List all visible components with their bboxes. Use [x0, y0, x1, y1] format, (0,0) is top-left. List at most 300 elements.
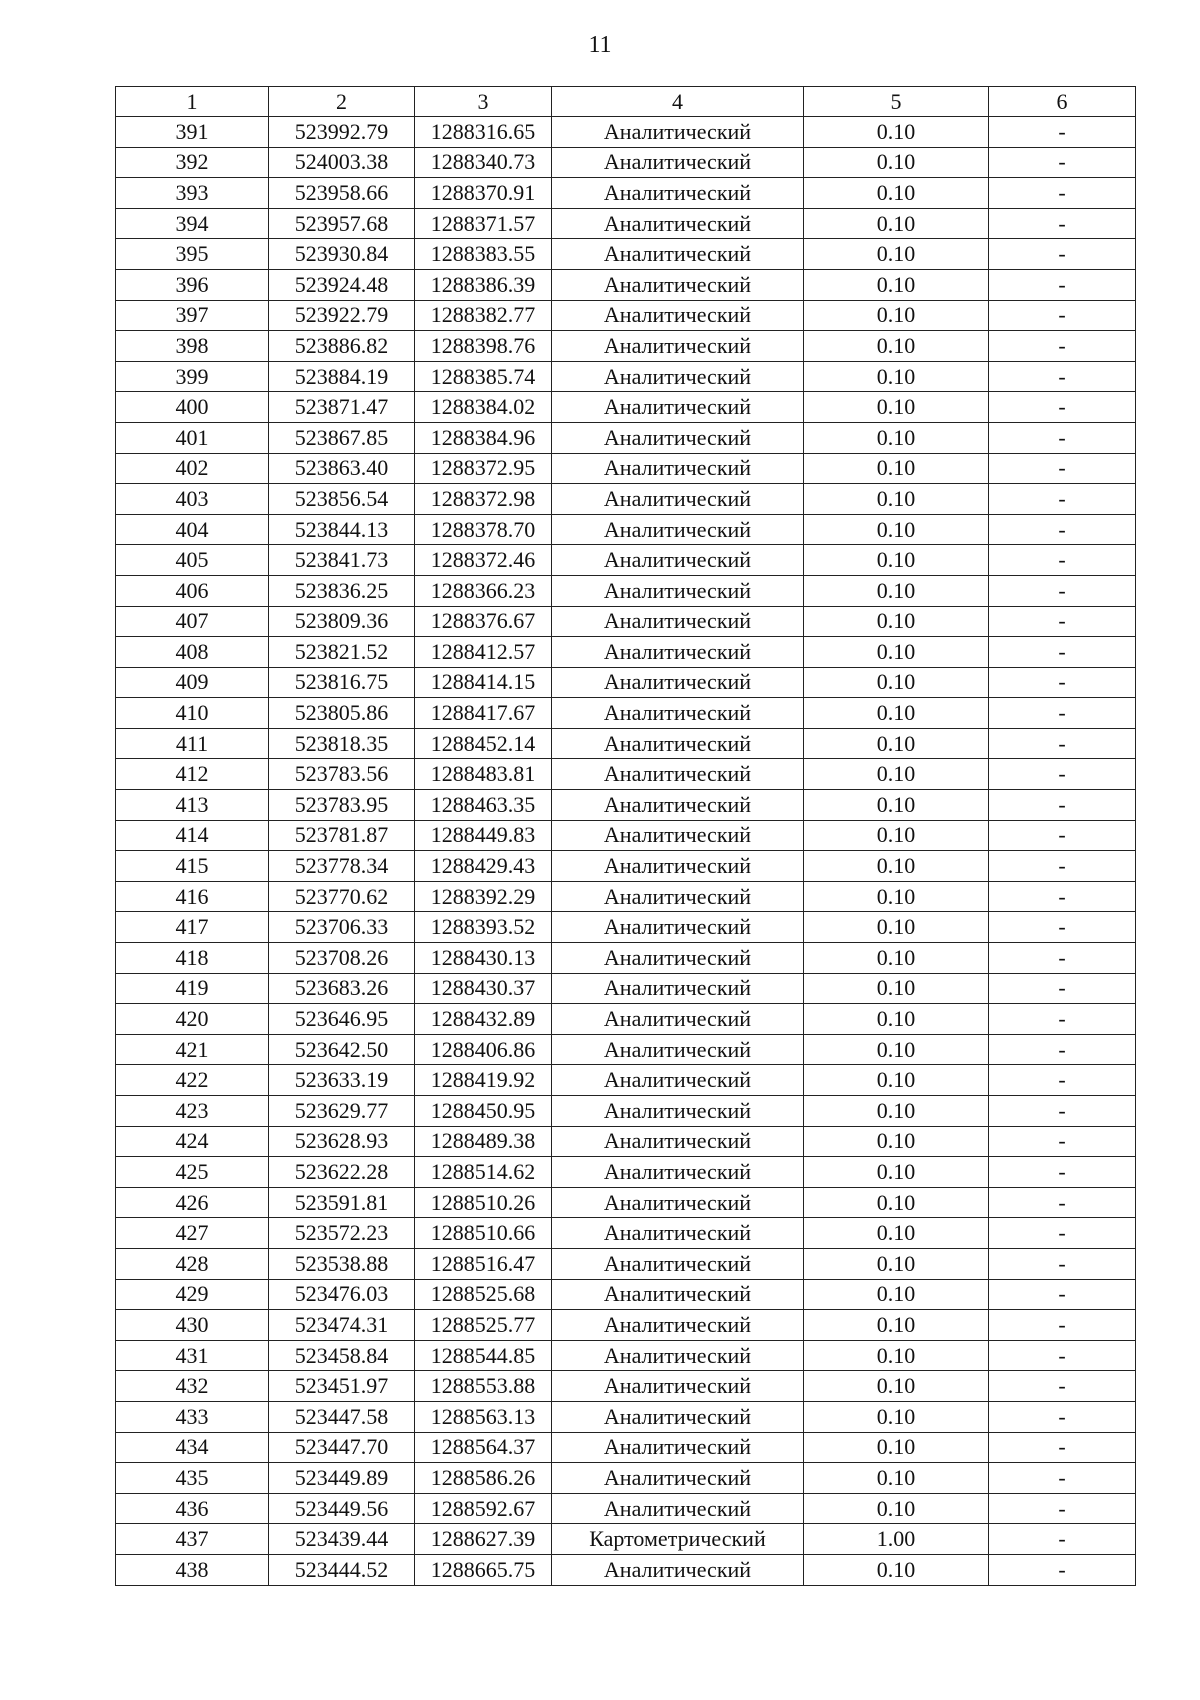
x-coordinate-cell: 523538.88 [269, 1248, 415, 1279]
y-coordinate-cell: 1288516.47 [415, 1248, 552, 1279]
method-cell: Аналитический [552, 1432, 804, 1463]
description-cell: - [989, 1340, 1136, 1371]
description-cell: - [989, 1279, 1136, 1310]
description-cell: - [989, 269, 1136, 300]
point-number-cell: 415 [116, 851, 269, 882]
x-coordinate-cell: 523449.89 [269, 1463, 415, 1494]
coordinates-table [115, 86, 1136, 1586]
description-cell: - [989, 1126, 1136, 1157]
x-coordinate-cell: 523922.79 [269, 300, 415, 331]
description-cell: - [989, 575, 1136, 606]
method-cell: Аналитический [552, 269, 804, 300]
y-coordinate-cell: 1288419.92 [415, 1065, 552, 1096]
table-row [116, 269, 1136, 300]
description-cell: - [989, 759, 1136, 790]
table-row [116, 117, 1136, 148]
y-coordinate-cell: 1288525.68 [415, 1279, 552, 1310]
x-coordinate-cell: 523770.62 [269, 881, 415, 912]
table-row [116, 208, 1136, 239]
table-row [116, 147, 1136, 178]
table-row [116, 637, 1136, 668]
accuracy-cell: 0.10 [804, 484, 989, 515]
table-row [116, 1004, 1136, 1035]
method-cell: Аналитический [552, 1493, 804, 1524]
point-number-cell: 400 [116, 392, 269, 423]
table-row [116, 1279, 1136, 1310]
x-coordinate-cell: 523783.95 [269, 790, 415, 821]
accuracy-cell: 0.10 [804, 1463, 989, 1494]
table-row [116, 1554, 1136, 1585]
description-cell: - [989, 943, 1136, 974]
y-coordinate-cell: 1288386.39 [415, 269, 552, 300]
description-cell: - [989, 178, 1136, 209]
point-number-cell: 436 [116, 1493, 269, 1524]
table-body [116, 117, 1136, 1586]
accuracy-cell: 0.10 [804, 1401, 989, 1432]
method-cell: Аналитический [552, 239, 804, 270]
table-row [116, 1463, 1136, 1494]
y-coordinate-cell: 1288525.77 [415, 1310, 552, 1341]
method-cell: Аналитический [552, 422, 804, 453]
y-coordinate-cell: 1288398.76 [415, 331, 552, 362]
accuracy-cell: 0.10 [804, 1371, 989, 1402]
x-coordinate-cell: 523449.56 [269, 1493, 415, 1524]
y-coordinate-cell: 1288372.46 [415, 545, 552, 576]
method-cell: Аналитический [552, 1034, 804, 1065]
accuracy-cell: 0.10 [804, 361, 989, 392]
y-coordinate-cell: 1288432.89 [415, 1004, 552, 1035]
method-cell: Аналитический [552, 1187, 804, 1218]
table-row [116, 698, 1136, 729]
y-coordinate-cell: 1288429.43 [415, 851, 552, 882]
point-number-cell: 438 [116, 1554, 269, 1585]
point-number-cell: 427 [116, 1218, 269, 1249]
x-coordinate-cell: 523957.68 [269, 208, 415, 239]
x-coordinate-cell: 523706.33 [269, 912, 415, 943]
point-number-cell: 431 [116, 1340, 269, 1371]
x-coordinate-cell: 523886.82 [269, 331, 415, 362]
accuracy-cell: 0.10 [804, 1004, 989, 1035]
accuracy-cell: 0.10 [804, 575, 989, 606]
x-coordinate-cell: 523629.77 [269, 1096, 415, 1127]
table-row [116, 331, 1136, 362]
x-coordinate-cell: 523642.50 [269, 1034, 415, 1065]
description-cell: - [989, 1371, 1136, 1402]
description-cell: - [989, 606, 1136, 637]
point-number-cell: 428 [116, 1248, 269, 1279]
column-header: 2 [269, 87, 415, 117]
y-coordinate-cell: 1288627.39 [415, 1524, 552, 1555]
description-cell: - [989, 1524, 1136, 1555]
x-coordinate-cell: 523841.73 [269, 545, 415, 576]
y-coordinate-cell: 1288384.96 [415, 422, 552, 453]
point-number-cell: 433 [116, 1401, 269, 1432]
method-cell: Аналитический [552, 1248, 804, 1279]
y-coordinate-cell: 1288378.70 [415, 514, 552, 545]
y-coordinate-cell: 1288376.67 [415, 606, 552, 637]
y-coordinate-cell: 1288449.83 [415, 820, 552, 851]
y-coordinate-cell: 1288392.29 [415, 881, 552, 912]
point-number-cell: 424 [116, 1126, 269, 1157]
point-number-cell: 391 [116, 117, 269, 148]
x-coordinate-cell: 523591.81 [269, 1187, 415, 1218]
x-coordinate-cell: 523683.26 [269, 973, 415, 1004]
method-cell: Аналитический [552, 484, 804, 515]
x-coordinate-cell: 523992.79 [269, 117, 415, 148]
accuracy-cell: 0.10 [804, 331, 989, 362]
y-coordinate-cell: 1288489.38 [415, 1126, 552, 1157]
accuracy-cell: 0.10 [804, 545, 989, 576]
x-coordinate-cell: 523821.52 [269, 637, 415, 668]
x-coordinate-cell: 523805.86 [269, 698, 415, 729]
method-cell: Аналитический [552, 514, 804, 545]
accuracy-cell: 0.10 [804, 973, 989, 1004]
table-row [116, 759, 1136, 790]
point-number-cell: 437 [116, 1524, 269, 1555]
table-row [116, 943, 1136, 974]
accuracy-cell: 0.10 [804, 1187, 989, 1218]
description-cell: - [989, 117, 1136, 148]
description-cell: - [989, 331, 1136, 362]
method-cell: Аналитический [552, 1310, 804, 1341]
method-cell: Аналитический [552, 147, 804, 178]
y-coordinate-cell: 1288406.86 [415, 1034, 552, 1065]
y-coordinate-cell: 1288383.55 [415, 239, 552, 270]
x-coordinate-cell: 523439.44 [269, 1524, 415, 1555]
description-cell: - [989, 361, 1136, 392]
accuracy-cell: 0.10 [804, 667, 989, 698]
description-cell: - [989, 392, 1136, 423]
description-cell: - [989, 973, 1136, 1004]
accuracy-cell: 0.10 [804, 1279, 989, 1310]
y-coordinate-cell: 1288592.67 [415, 1493, 552, 1524]
method-cell: Аналитический [552, 575, 804, 606]
y-coordinate-cell: 1288340.73 [415, 147, 552, 178]
table-row [116, 514, 1136, 545]
description-cell: - [989, 637, 1136, 668]
description-cell: - [989, 514, 1136, 545]
description-cell: - [989, 1157, 1136, 1188]
description-cell: - [989, 300, 1136, 331]
page-number: 11 [588, 32, 612, 58]
table-row [116, 851, 1136, 882]
description-cell: - [989, 545, 1136, 576]
description-cell: - [989, 1554, 1136, 1585]
description-cell: - [989, 1401, 1136, 1432]
accuracy-cell: 0.10 [804, 178, 989, 209]
method-cell: Аналитический [552, 300, 804, 331]
accuracy-cell: 0.10 [804, 422, 989, 453]
description-cell: - [989, 881, 1136, 912]
point-number-cell: 426 [116, 1187, 269, 1218]
table-row [116, 1157, 1136, 1188]
accuracy-cell: 0.10 [804, 606, 989, 637]
method-cell: Аналитический [552, 790, 804, 821]
accuracy-cell: 0.10 [804, 881, 989, 912]
table-row [116, 545, 1136, 576]
table-row [116, 178, 1136, 209]
accuracy-cell: 0.10 [804, 851, 989, 882]
y-coordinate-cell: 1288412.57 [415, 637, 552, 668]
method-cell: Аналитический [552, 1157, 804, 1188]
point-number-cell: 425 [116, 1157, 269, 1188]
method-cell: Аналитический [552, 1340, 804, 1371]
x-coordinate-cell: 523447.70 [269, 1432, 415, 1463]
description-cell: - [989, 147, 1136, 178]
x-coordinate-cell: 523476.03 [269, 1279, 415, 1310]
y-coordinate-cell: 1288665.75 [415, 1554, 552, 1585]
point-number-cell: 429 [116, 1279, 269, 1310]
description-cell: - [989, 453, 1136, 484]
point-number-cell: 413 [116, 790, 269, 821]
x-coordinate-cell: 523622.28 [269, 1157, 415, 1188]
y-coordinate-cell: 1288316.65 [415, 117, 552, 148]
x-coordinate-cell: 523836.25 [269, 575, 415, 606]
method-cell: Аналитический [552, 912, 804, 943]
point-number-cell: 408 [116, 637, 269, 668]
description-cell: - [989, 239, 1136, 270]
method-cell: Аналитический [552, 851, 804, 882]
accuracy-cell: 0.10 [804, 912, 989, 943]
method-cell: Аналитический [552, 820, 804, 851]
table-row [116, 1340, 1136, 1371]
description-cell: - [989, 912, 1136, 943]
point-number-cell: 435 [116, 1463, 269, 1494]
accuracy-cell: 0.10 [804, 147, 989, 178]
method-cell: Аналитический [552, 759, 804, 790]
x-coordinate-cell: 523871.47 [269, 392, 415, 423]
method-cell: Аналитический [552, 728, 804, 759]
x-coordinate-cell: 523844.13 [269, 514, 415, 545]
table-row [116, 300, 1136, 331]
point-number-cell: 397 [116, 300, 269, 331]
point-number-cell: 406 [116, 575, 269, 606]
column-header: 1 [116, 87, 269, 117]
accuracy-cell: 0.10 [804, 300, 989, 331]
point-number-cell: 430 [116, 1310, 269, 1341]
method-cell: Аналитический [552, 1126, 804, 1157]
x-coordinate-cell: 523863.40 [269, 453, 415, 484]
accuracy-cell: 0.10 [804, 728, 989, 759]
column-header: 4 [552, 87, 804, 117]
y-coordinate-cell: 1288586.26 [415, 1463, 552, 1494]
y-coordinate-cell: 1288417.67 [415, 698, 552, 729]
table-row [116, 1034, 1136, 1065]
y-coordinate-cell: 1288563.13 [415, 1401, 552, 1432]
y-coordinate-cell: 1288372.98 [415, 484, 552, 515]
y-coordinate-cell: 1288553.88 [415, 1371, 552, 1402]
x-coordinate-cell: 523633.19 [269, 1065, 415, 1096]
y-coordinate-cell: 1288384.02 [415, 392, 552, 423]
point-number-cell: 404 [116, 514, 269, 545]
accuracy-cell: 0.10 [804, 453, 989, 484]
description-cell: - [989, 1493, 1136, 1524]
x-coordinate-cell: 523708.26 [269, 943, 415, 974]
accuracy-cell: 0.10 [804, 1310, 989, 1341]
accuracy-cell: 0.10 [804, 1034, 989, 1065]
accuracy-cell: 0.10 [804, 1065, 989, 1096]
y-coordinate-cell: 1288544.85 [415, 1340, 552, 1371]
table-row [116, 1310, 1136, 1341]
y-coordinate-cell: 1288514.62 [415, 1157, 552, 1188]
description-cell: - [989, 1218, 1136, 1249]
point-number-cell: 396 [116, 269, 269, 300]
accuracy-cell: 0.10 [804, 790, 989, 821]
method-cell: Аналитический [552, 1096, 804, 1127]
description-cell: - [989, 820, 1136, 851]
x-coordinate-cell: 523646.95 [269, 1004, 415, 1035]
y-coordinate-cell: 1288370.91 [415, 178, 552, 209]
method-cell: Аналитический [552, 392, 804, 423]
method-cell: Аналитический [552, 1218, 804, 1249]
table-row [116, 973, 1136, 1004]
description-cell: - [989, 728, 1136, 759]
point-number-cell: 422 [116, 1065, 269, 1096]
accuracy-cell: 0.10 [804, 1432, 989, 1463]
x-coordinate-cell: 523444.52 [269, 1554, 415, 1585]
y-coordinate-cell: 1288366.23 [415, 575, 552, 606]
y-coordinate-cell: 1288510.26 [415, 1187, 552, 1218]
description-cell: - [989, 422, 1136, 453]
accuracy-cell: 0.10 [804, 1493, 989, 1524]
table-row [116, 1401, 1136, 1432]
method-cell: Картометрический [552, 1524, 804, 1555]
method-cell: Аналитический [552, 1004, 804, 1035]
table-row [116, 1432, 1136, 1463]
accuracy-cell: 0.10 [804, 1218, 989, 1249]
accuracy-cell: 0.10 [804, 392, 989, 423]
x-coordinate-cell: 523572.23 [269, 1218, 415, 1249]
description-cell: - [989, 667, 1136, 698]
point-number-cell: 434 [116, 1432, 269, 1463]
point-number-cell: 417 [116, 912, 269, 943]
description-cell: - [989, 698, 1136, 729]
method-cell: Аналитический [552, 1463, 804, 1494]
description-cell: - [989, 1432, 1136, 1463]
x-coordinate-cell: 523924.48 [269, 269, 415, 300]
accuracy-cell: 0.10 [804, 1340, 989, 1371]
accuracy-cell: 0.10 [804, 820, 989, 851]
y-coordinate-cell: 1288385.74 [415, 361, 552, 392]
point-number-cell: 405 [116, 545, 269, 576]
table-row [116, 1218, 1136, 1249]
description-cell: - [989, 851, 1136, 882]
y-coordinate-cell: 1288371.57 [415, 208, 552, 239]
point-number-cell: 414 [116, 820, 269, 851]
description-cell: - [989, 1310, 1136, 1341]
method-cell: Аналитический [552, 453, 804, 484]
point-number-cell: 416 [116, 881, 269, 912]
method-cell: Аналитический [552, 973, 804, 1004]
method-cell: Аналитический [552, 178, 804, 209]
method-cell: Аналитический [552, 117, 804, 148]
y-coordinate-cell: 1288430.37 [415, 973, 552, 1004]
table-row [116, 422, 1136, 453]
point-number-cell: 401 [116, 422, 269, 453]
method-cell: Аналитический [552, 1279, 804, 1310]
point-number-cell: 392 [116, 147, 269, 178]
accuracy-cell: 0.10 [804, 698, 989, 729]
method-cell: Аналитический [552, 606, 804, 637]
y-coordinate-cell: 1288510.66 [415, 1218, 552, 1249]
description-cell: - [989, 1034, 1136, 1065]
y-coordinate-cell: 1288382.77 [415, 300, 552, 331]
y-coordinate-cell: 1288430.13 [415, 943, 552, 974]
y-coordinate-cell: 1288393.52 [415, 912, 552, 943]
point-number-cell: 403 [116, 484, 269, 515]
accuracy-cell: 0.10 [804, 117, 989, 148]
table-row [116, 820, 1136, 851]
table-row [116, 575, 1136, 606]
x-coordinate-cell: 523474.31 [269, 1310, 415, 1341]
point-number-cell: 412 [116, 759, 269, 790]
point-number-cell: 399 [116, 361, 269, 392]
point-number-cell: 394 [116, 208, 269, 239]
method-cell: Аналитический [552, 1554, 804, 1585]
x-coordinate-cell: 523781.87 [269, 820, 415, 851]
x-coordinate-cell: 523809.36 [269, 606, 415, 637]
table-row [116, 484, 1136, 515]
accuracy-cell: 0.10 [804, 208, 989, 239]
x-coordinate-cell: 523816.75 [269, 667, 415, 698]
column-header: 5 [804, 87, 989, 117]
accuracy-cell: 0.10 [804, 1157, 989, 1188]
point-number-cell: 432 [116, 1371, 269, 1402]
table-row [116, 1096, 1136, 1127]
y-coordinate-cell: 1288463.35 [415, 790, 552, 821]
description-cell: - [989, 1065, 1136, 1096]
accuracy-cell: 0.10 [804, 1248, 989, 1279]
table-row [116, 239, 1136, 270]
x-coordinate-cell: 523447.58 [269, 1401, 415, 1432]
description-cell: - [989, 208, 1136, 239]
table-row [116, 606, 1136, 637]
accuracy-cell: 0.10 [804, 1554, 989, 1585]
method-cell: Аналитический [552, 698, 804, 729]
x-coordinate-cell: 523856.54 [269, 484, 415, 515]
accuracy-cell: 0.10 [804, 1096, 989, 1127]
point-number-cell: 409 [116, 667, 269, 698]
point-number-cell: 410 [116, 698, 269, 729]
method-cell: Аналитический [552, 208, 804, 239]
column-header: 3 [415, 87, 552, 117]
accuracy-cell: 0.10 [804, 759, 989, 790]
description-cell: - [989, 1004, 1136, 1035]
x-coordinate-cell: 523451.97 [269, 1371, 415, 1402]
table-row [116, 667, 1136, 698]
point-number-cell: 402 [116, 453, 269, 484]
table-row [116, 1187, 1136, 1218]
method-cell: Аналитический [552, 361, 804, 392]
table-row [116, 912, 1136, 943]
x-coordinate-cell: 523628.93 [269, 1126, 415, 1157]
x-coordinate-cell: 523778.34 [269, 851, 415, 882]
method-cell: Аналитический [552, 881, 804, 912]
x-coordinate-cell: 524003.38 [269, 147, 415, 178]
y-coordinate-cell: 1288372.95 [415, 453, 552, 484]
method-cell: Аналитический [552, 1371, 804, 1402]
accuracy-cell: 0.10 [804, 1126, 989, 1157]
description-cell: - [989, 1187, 1136, 1218]
method-cell: Аналитический [552, 1401, 804, 1432]
point-number-cell: 423 [116, 1096, 269, 1127]
description-cell: - [989, 1463, 1136, 1494]
table-row [116, 1065, 1136, 1096]
accuracy-cell: 0.10 [804, 943, 989, 974]
table-header-row [116, 87, 1136, 117]
method-cell: Аналитический [552, 1065, 804, 1096]
table-row [116, 881, 1136, 912]
